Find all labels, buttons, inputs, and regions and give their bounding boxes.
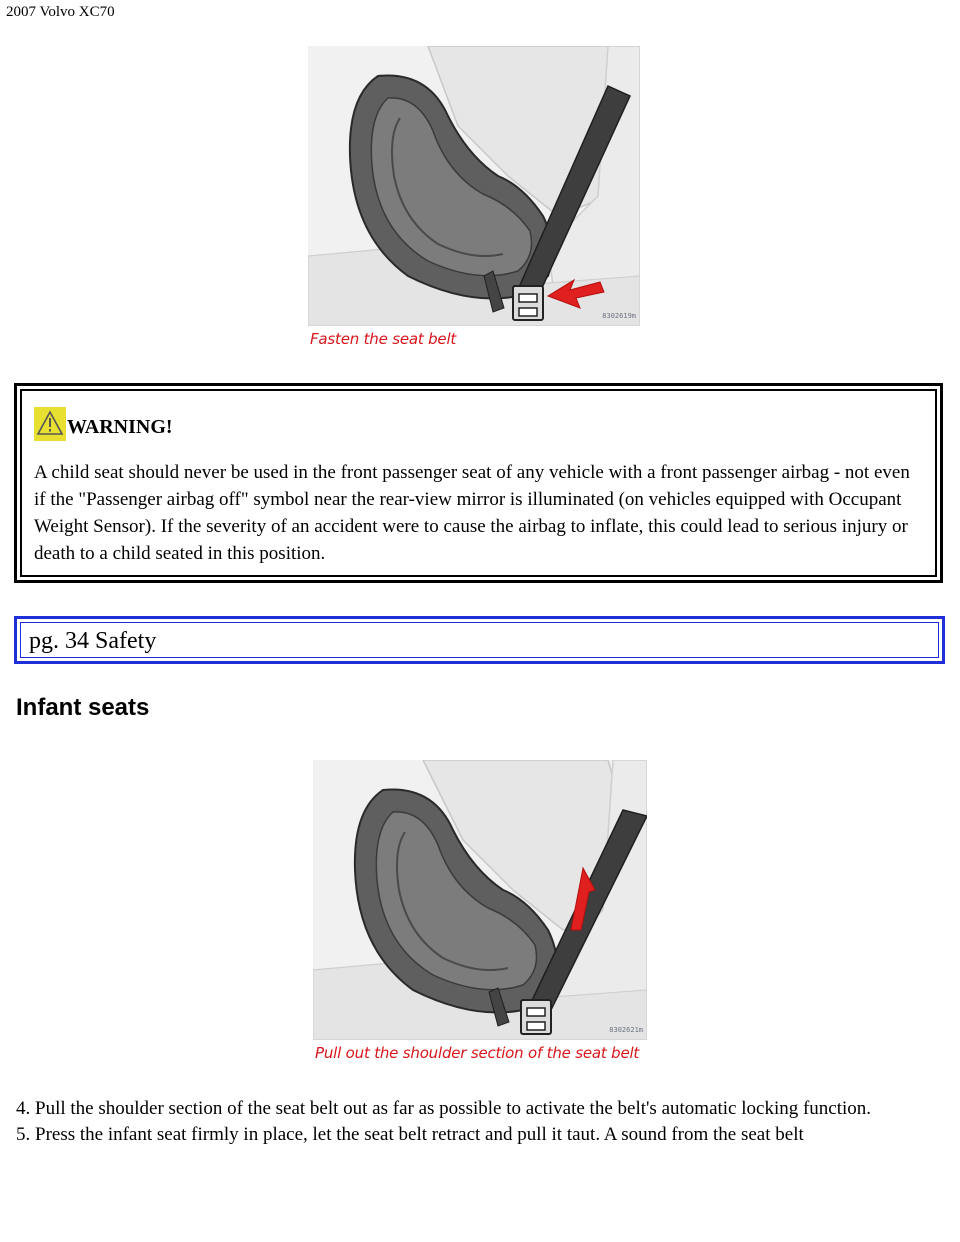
warning-box — [14, 383, 943, 583]
page-reference: pg. 34 Safety — [20, 622, 939, 658]
warning-text: A child seat should never be used in the front passenger seat of any vehicle with a front passenger airbag - not even if the "Passenger airbag off" symbol near the rear-view mirror is illuminated (on vehicles equipped with Occupant Weight Sensor). If the severity of an accident were to cause the airbag to inflate, this could lead to serious injury or death to a child seated in this position. — [34, 462, 910, 564]
warning-triangle-icon — [34, 407, 66, 441]
warning-title: WARNING! — [67, 416, 173, 438]
document-title: 2007 Volvo XC70 — [6, 4, 115, 20]
step-5: 5. Press the infant seat firmly in place, let the seat belt retract and pull it taut. A sound from the seat belt — [16, 1124, 804, 1145]
figure-code: 8302619m — [602, 312, 636, 320]
infant-seat-illustration-2 — [313, 760, 647, 1040]
figure-caption: Fasten the seat belt — [310, 330, 457, 348]
infant-seat-illustration-1 — [308, 46, 640, 326]
figure-caption: Pull out the shoulder section of the seat belt — [315, 1044, 640, 1062]
figure-pull-shoulder-belt — [313, 760, 647, 1066]
page-reference-box — [14, 616, 945, 664]
instruction-steps — [16, 1096, 936, 1148]
figure-code: 8302621m — [609, 1026, 643, 1034]
section-heading: Infant seats — [16, 694, 150, 721]
step-4: 4. Pull the shoulder section of the seat belt out as far as possible to activate the belt's automatic locking function. — [16, 1098, 872, 1119]
figure-fasten-seat-belt — [308, 46, 640, 352]
